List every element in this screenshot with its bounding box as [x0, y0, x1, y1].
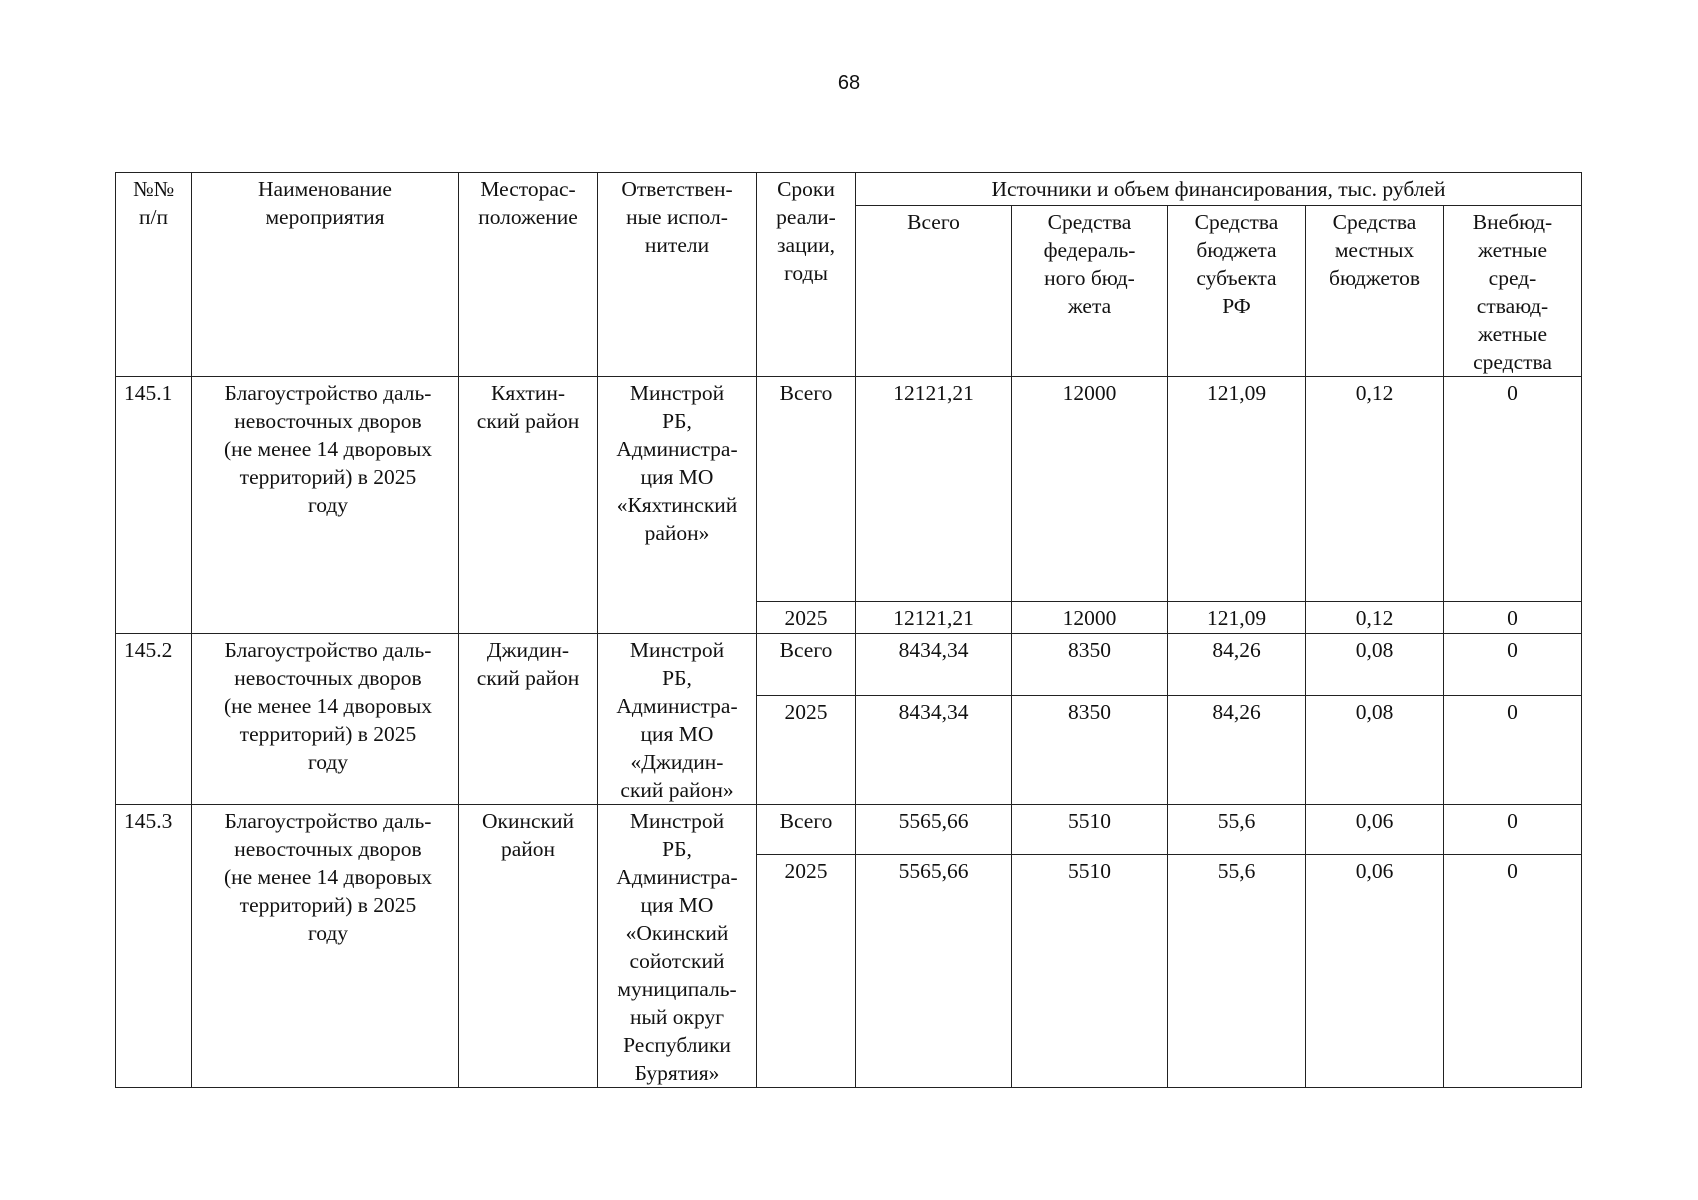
cell-extra: 0	[1444, 377, 1582, 602]
row-location: Кяхтин- ский район	[459, 377, 598, 634]
cell-regional: 84,26	[1168, 696, 1306, 805]
row-num: 145.2	[116, 634, 192, 805]
row-location: Окинский район	[459, 805, 598, 1088]
cell-regional: 84,26	[1168, 634, 1306, 696]
cell-federal: 8350	[1012, 634, 1168, 696]
table-row	[116, 377, 1582, 602]
row-location: Джидин- ский район	[459, 634, 598, 805]
row-name: Благоустройство даль- невосточных дворов (не менее 14 дворовых территорий) в 2025 году	[192, 634, 459, 805]
cell-period: Всего	[757, 805, 856, 855]
cell-federal: 5510	[1012, 805, 1168, 855]
row-num: 145.1	[116, 377, 192, 634]
cell-total: 8434,34	[856, 634, 1012, 696]
row-responsible: Минстрой РБ, Администра- ция МО «Окинский сойотский муниципаль- ный округ Республики Бурятия»	[598, 805, 757, 1088]
table-row	[116, 805, 1582, 855]
row-responsible: Минстрой РБ, Администра- ция МО «Кяхтинский район»	[598, 377, 757, 634]
cell-total: 5565,66	[856, 854, 1012, 1087]
cell-period: 2025	[757, 602, 856, 634]
header-responsible: Ответствен- ные испол- нители	[598, 173, 757, 377]
cell-total: 12121,21	[856, 602, 1012, 634]
page-number: 68	[837, 72, 861, 94]
cell-total: 5565,66	[856, 805, 1012, 855]
cell-period: Всего	[757, 634, 856, 696]
cell-period: 2025	[757, 854, 856, 1087]
cell-extra: 0	[1444, 805, 1582, 855]
cell-federal: 8350	[1012, 696, 1168, 805]
header-local: Средства местных бюджетов	[1306, 206, 1444, 377]
header-regional: Средства бюджета субъекта РФ	[1168, 206, 1306, 377]
financing-table	[115, 172, 1582, 1088]
row-name: Благоустройство даль- невосточных дворов (не менее 14 дворовых территорий) в 2025 году	[192, 377, 459, 634]
cell-regional: 121,09	[1168, 602, 1306, 634]
cell-regional: 121,09	[1168, 377, 1306, 602]
cell-extra: 0	[1444, 602, 1582, 634]
cell-local: 0,06	[1306, 854, 1444, 1087]
cell-federal: 5510	[1012, 854, 1168, 1087]
cell-local: 0,06	[1306, 805, 1444, 855]
row-responsible: Минстрой РБ, Администра- ция МО «Джидин- ский район»	[598, 634, 757, 805]
header-funding-group: Источники и объем финансирования, тыс. рублей	[856, 173, 1582, 206]
cell-local: 0,08	[1306, 634, 1444, 696]
cell-federal: 12000	[1012, 602, 1168, 634]
table-row	[116, 634, 1582, 696]
row-num: 145.3	[116, 805, 192, 1088]
header-location: Месторас- положение	[459, 173, 598, 377]
cell-local: 0,12	[1306, 602, 1444, 634]
cell-period: Всего	[757, 377, 856, 602]
row-name: Благоустройство даль- невосточных дворов (не менее 14 дворовых территорий) в 2025 году	[192, 805, 459, 1088]
cell-extra: 0	[1444, 696, 1582, 805]
cell-period: 2025	[757, 696, 856, 805]
header-num: №№ п/п	[116, 173, 192, 377]
cell-regional: 55,6	[1168, 854, 1306, 1087]
cell-regional: 55,6	[1168, 805, 1306, 855]
cell-local: 0,12	[1306, 377, 1444, 602]
cell-total: 8434,34	[856, 696, 1012, 805]
header-period: Сроки реали- зации, годы	[757, 173, 856, 377]
cell-total: 12121,21	[856, 377, 1012, 602]
cell-federal: 12000	[1012, 377, 1168, 602]
cell-extra: 0	[1444, 634, 1582, 696]
cell-extra: 0	[1444, 854, 1582, 1087]
cell-local: 0,08	[1306, 696, 1444, 805]
header-extra: Внебюд- жетные сред- стваюд- жетные средства	[1444, 206, 1582, 377]
header-total: Всего	[856, 206, 1012, 377]
header-name: Наименование мероприятия	[192, 173, 459, 377]
header-federal: Средства федераль- ного бюд- жета	[1012, 206, 1168, 377]
